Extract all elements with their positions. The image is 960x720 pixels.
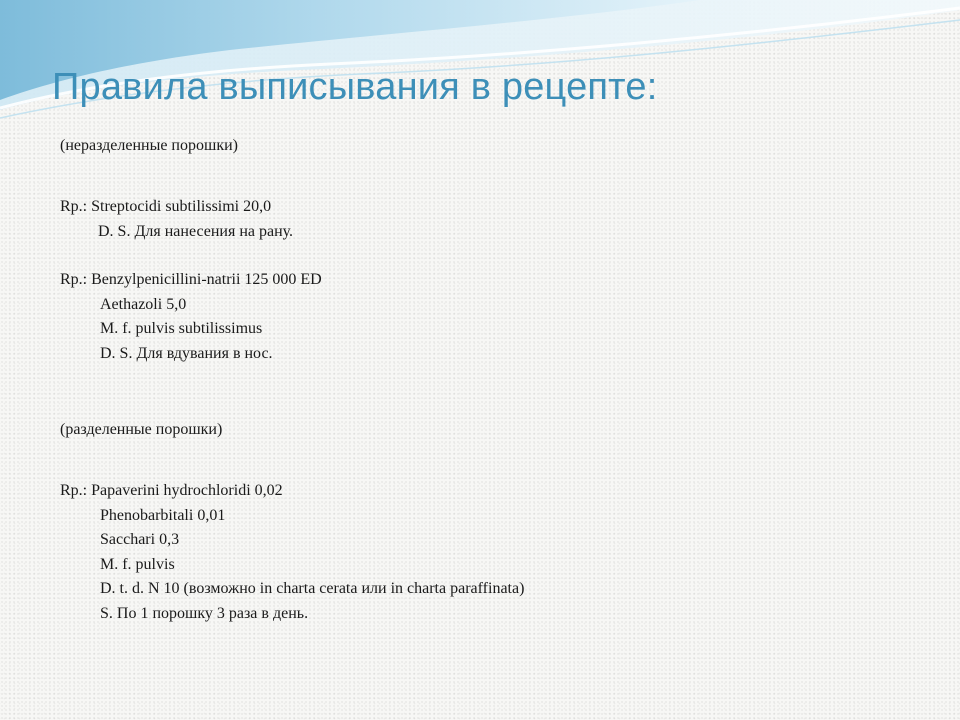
slide-title: Правила выписывания в рецепте: — [52, 66, 658, 108]
recipe2-line2: Aethazoli 5,0 — [100, 295, 187, 313]
recipe3-line4: M. f. pulvis — [100, 555, 175, 573]
recipe3-line3: Sacchari 0,3 — [100, 531, 180, 548]
recipe3-line2: Phenobarbitali 0,01 — [100, 506, 226, 524]
recipe2-rp: Rp.: Benzylpenicillini-natrii 125 000 ED — [60, 271, 322, 288]
recipe2-line4: D. S. Для вдувания в нос. — [100, 344, 273, 362]
recipe1-line2: D. S. Для нанесения на рану. — [98, 222, 294, 240]
undivided-heading: (неразделенные порошки) — [60, 137, 238, 154]
divided-heading: (разделенные порошки) — [60, 421, 223, 438]
recipe3-line5: D. t. d. N 10 (возможно in charta cerata или in charta paraffinata) — [100, 580, 525, 597]
recipe3-rp: Rp.: Papaverini hydrochloridi 0,02 — [60, 482, 283, 499]
recipe3-line6: S. По 1 порошку 3 раза в день. — [100, 604, 309, 622]
recipe1-rp: Rp.: Streptocidi subtilissimi 20,0 — [60, 198, 272, 215]
recipe2-line3: M. f. pulvis subtilissimus — [100, 320, 263, 337]
